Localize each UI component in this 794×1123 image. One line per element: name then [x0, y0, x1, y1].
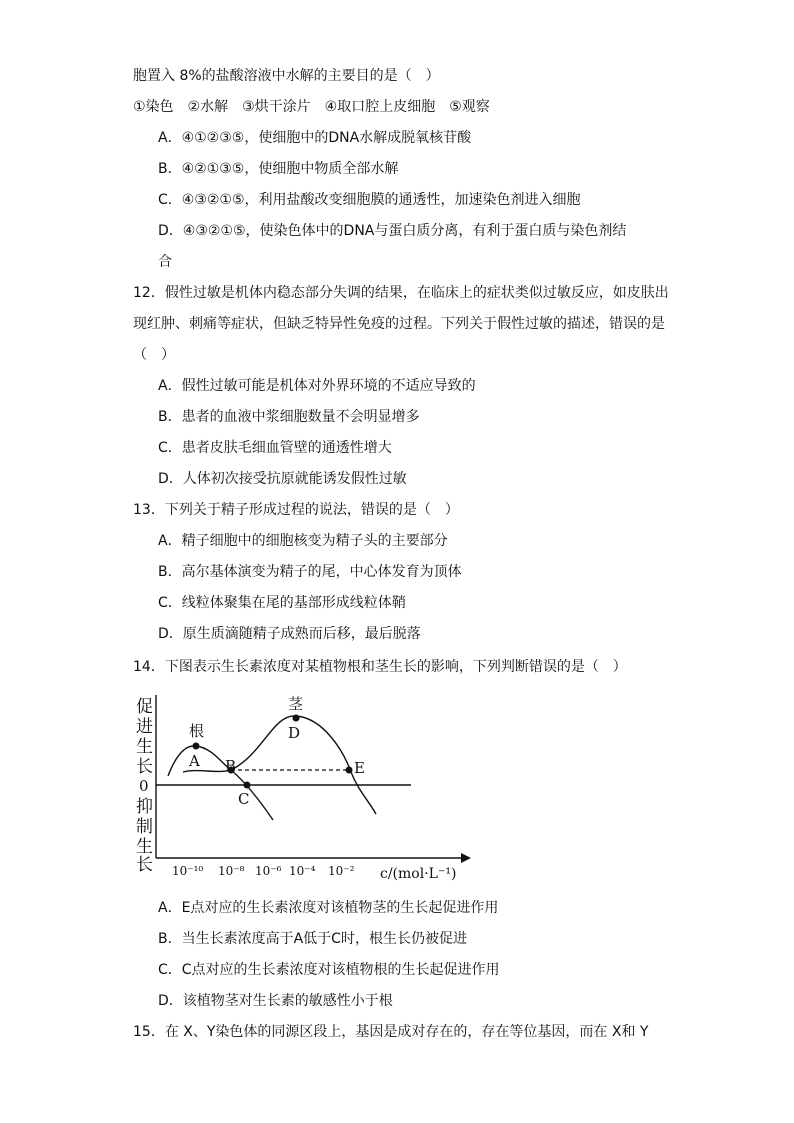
y-upper-4: 长: [136, 757, 153, 777]
x-tick-2: 10⁻⁸: [218, 864, 245, 878]
question-12-blank: （ ）: [133, 347, 175, 363]
option-11-b[interactable]: B．④②①③⑤，使细胞中物质全部水解: [158, 161, 399, 177]
root-curve: [168, 746, 273, 820]
option-12-d[interactable]: D．人体初次接受抗原就能诱发假性过敏: [158, 471, 407, 487]
question-15-stem: 15．在 X、Y染色体的同源区段上，基因是成对存在的，存在等位基因，而在 X和 Y: [133, 1024, 649, 1040]
point-c: [244, 782, 251, 789]
stem-label: 茎: [288, 695, 304, 713]
x-tick-5: 10⁻²: [328, 864, 355, 878]
question-13-stem: 13．下列关于精子形成过程的说法，错误的是（ ）: [133, 502, 459, 518]
option-13-a[interactable]: A．精子细胞中的细胞核变为精子头的主要部分: [158, 533, 448, 549]
label-a: A: [189, 752, 200, 770]
question-14-stem: 14．下图表示生长素浓度对某植物根和茎生长的影响，下列判断错误的是（ ）: [133, 659, 627, 675]
x-axis-arrow: [461, 853, 471, 863]
point-e: [346, 767, 353, 774]
point-d: [293, 715, 300, 722]
option-12-a[interactable]: A．假性过敏可能是机体对外界环境的不适应导致的: [158, 378, 476, 394]
question-12-stem-2: 现红肿、刺痛等症状，但缺乏特异性免疫的过程。下列关于假性过敏的描述，错误的是: [133, 316, 665, 332]
y-lower-1: 抑: [136, 797, 153, 817]
y-lower-2: 制: [136, 817, 153, 837]
x-tick-3: 10⁻⁶: [255, 864, 282, 878]
label-c: C: [238, 790, 250, 808]
option-13-d[interactable]: D．原生质滴随精子成熟而后移，最后脱落: [158, 626, 421, 642]
stem-curve: [183, 716, 376, 814]
option-14-d[interactable]: D．该植物茎对生长素的敏感性小于根: [158, 993, 393, 1009]
x-tick-4: 10⁻⁴: [289, 864, 316, 878]
question-11-stem-end: 胞置入 8%的盐酸溶液中水解的主要目的是（ ）: [133, 68, 440, 84]
y-lower-3: 生: [136, 837, 153, 857]
option-13-c[interactable]: C．线粒体聚集在尾的基部形成线粒体鞘: [158, 595, 406, 611]
option-14-a[interactable]: A．E点对应的生长素浓度对该植物茎的生长起促进作用: [158, 900, 499, 916]
y-upper-2: 进: [136, 717, 153, 737]
question-12-stem: 12．假性过敏是机体内稳态部分失调的结果，在临床上的症状类似过敏反应，如皮肤出: [133, 285, 669, 301]
option-14-b[interactable]: B．当生长素浓度高于A低于C时，根生长仍被促进: [158, 931, 467, 947]
option-13-b[interactable]: B．高尔基体演变为精子的尾，中心体发育为顶体: [158, 564, 462, 580]
x-axis-unit: c/(mol·L⁻¹): [380, 866, 457, 882]
root-label: 根: [189, 722, 205, 740]
option-11-a[interactable]: A．④①②③⑤，使细胞中的DNA水解成脱氧核苷酸: [158, 130, 472, 146]
y-lower-4: 长: [136, 855, 153, 875]
y-upper-3: 生: [136, 737, 153, 757]
label-b: B: [225, 757, 237, 775]
option-11-c[interactable]: C．④③②①⑤，利用盐酸改变细胞膜的通透性，加速染色剂进入细胞: [158, 192, 581, 208]
label-d: D: [288, 724, 301, 742]
option-11-d[interactable]: D．④③②①⑤，使染色体中的DNA与蛋白质分离，有利于蛋白质与染色剂结: [158, 223, 627, 239]
option-11-d-cont: 合: [158, 254, 172, 270]
question-11-steps: ①染色 ②水解 ③烘干涂片 ④取口腔上皮细胞 ⑤观察: [133, 99, 490, 115]
point-a: [193, 743, 200, 750]
x-tick-1: 10⁻¹⁰: [172, 864, 204, 878]
auxin-concentration-graph: [128, 690, 473, 885]
zero-label: 0: [139, 777, 149, 795]
label-e: E: [354, 759, 365, 777]
option-14-c[interactable]: C．C点对应的生长素浓度对该植物根的生长起促进作用: [158, 962, 500, 978]
option-12-b[interactable]: B．患者的血液中浆细胞数量不会明显增多: [158, 409, 420, 425]
option-12-c[interactable]: C．患者皮肤毛细血管壁的通透性增大: [158, 440, 392, 456]
y-upper-1: 促: [136, 697, 153, 717]
